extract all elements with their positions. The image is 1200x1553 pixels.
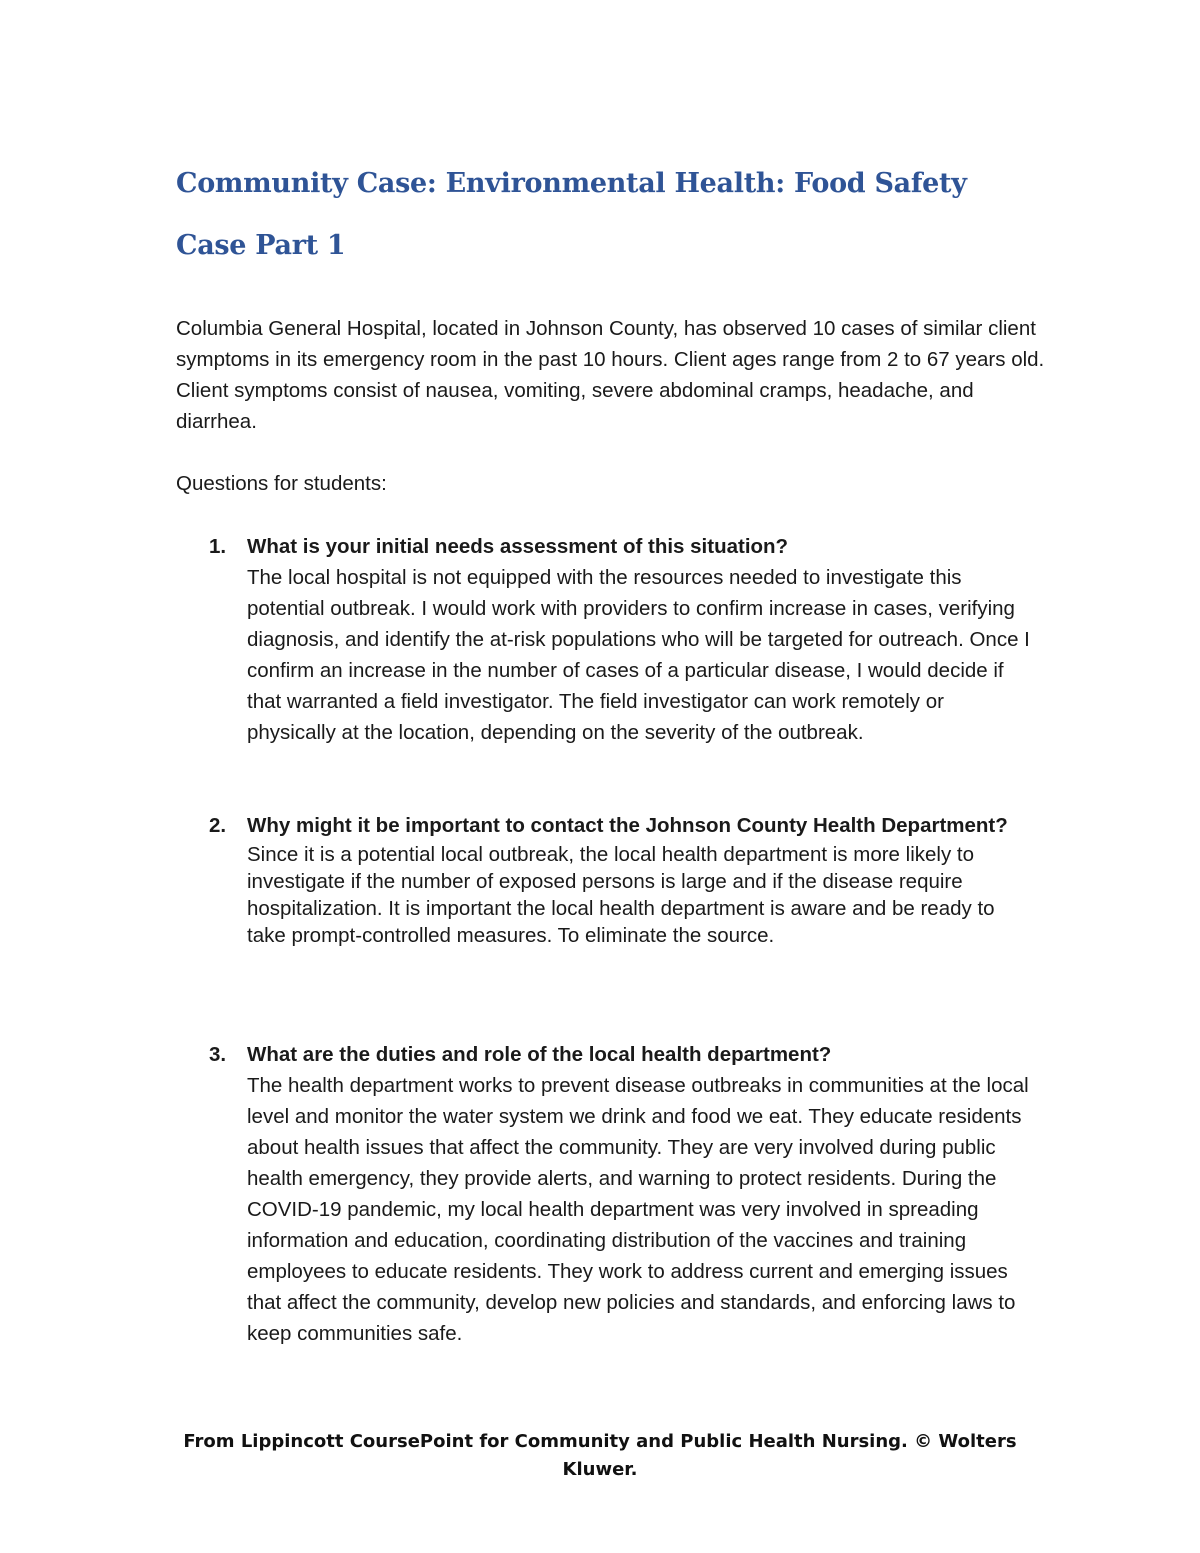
question-text: What is your initial needs assessment of this situation? xyxy=(247,535,789,558)
case-part-heading: Case Part 1 xyxy=(176,230,346,261)
answer-text: The health department works to prevent disease outbreaks in communities at the local level and monitor the water system we drink and food we eat. They educate residents about health issues that affect the community. They are very involved during public health emergency, they provide alerts, and warning to protect residents. During the COVID-19 pandemic, my local health department was very involved in spreading information and education, coordinating distribution of the vaccines and training employees to educate residents. They work to address current and emerging issues that affect the community, develop new policies and standards, and enforcing laws to keep communities safe. xyxy=(247,1074,1029,1345)
answer-text: The local hospital is not equipped with the resources needed to investigate this potential outbreak. I would work with providers to confirm increase in cases, verifying diagnosis, and identify the at-risk populations who will be targeted for outreach. Once I confirm an increase in the number of cases of a particular disease, I would decide if that warranted a field investigator. The field investigator can work remotely or physically at the location, depending on the severity of the outbreak. xyxy=(247,566,1030,744)
copyright-footer: From Lippincott CoursePoint for Community and Public Health Nursing. © Wolters Kluwer. xyxy=(183,1431,1017,1480)
question-text: What are the duties and role of the local health department? xyxy=(247,1043,832,1066)
question-number: 1. xyxy=(209,535,227,558)
question-number: 2. xyxy=(209,814,227,837)
questions-heading: Questions for students: xyxy=(176,472,387,495)
intro-paragraph: Columbia General Hospital, located in Johnson County, has observed 10 cases of similar client symptoms in its emergency room in the past 10 hours. Client ages range from 2 to 67 years old. Client symptoms consist of nausea, vomiting, severe abdominal cramps, headache, and diarrhea. xyxy=(176,317,1045,433)
question-number: 3. xyxy=(209,1043,227,1066)
question-text: Why might it be important to contact the Johnson County Health Department? xyxy=(247,814,1008,837)
answer-text: Since it is a potential local outbreak, the local health department is more likely to investigate if the number of exposed persons is large and if the disease require hospitalization. It is important the local health department is aware and be ready to take prompt-controlled measures. To eliminate the source. xyxy=(247,843,995,947)
document-title: Community Case: Environmental Health: Food Safety xyxy=(176,168,967,199)
